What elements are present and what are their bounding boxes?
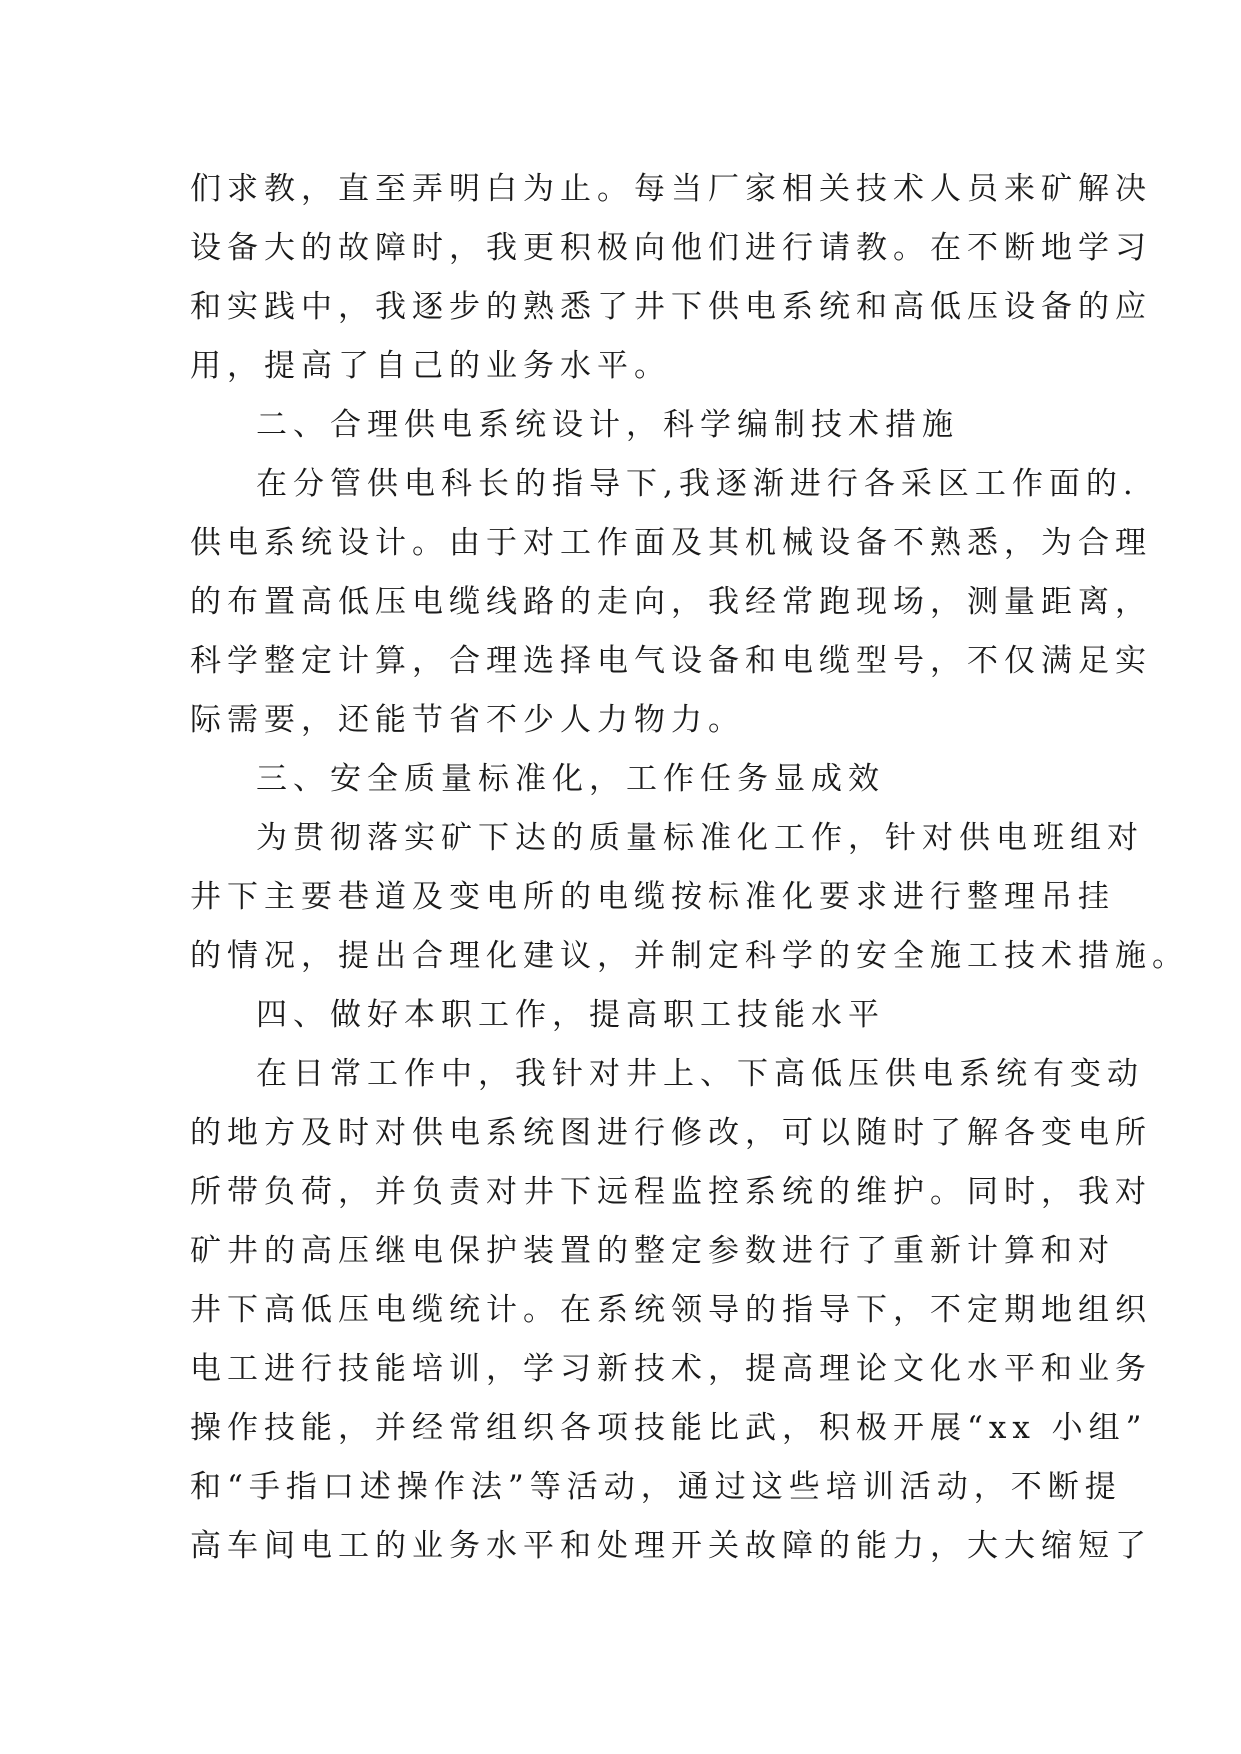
text-line: 际需要，还能节省不少人力物力。 — [190, 702, 745, 738]
text-line: 设备大的故障时，我更积极向他们进行请教。在不断地学习 — [190, 230, 1152, 266]
text-line: 用，提高了自己的业务水平。 — [190, 348, 671, 384]
text-line: 操作技能，并经常组织各项技能比武，积极开展“xx 小组” — [190, 1410, 1148, 1446]
text-line: 的布置高低压电缆线路的走向，我经常跑现场，测量距离， — [190, 584, 1152, 620]
text-line: 科学整定计算，合理选择电气设备和电缆型号，不仅满足实 — [190, 643, 1152, 679]
text-line: 矿井的高压继电保护装置的整定参数进行了重新计算和对 — [190, 1233, 1115, 1269]
text-line: 高车间电工的业务水平和处理开关故障的能力，大大缩短了 — [190, 1528, 1152, 1564]
text-line: 在分管供电科长的指导下,我逐渐进行各采区工作面的. — [256, 466, 1139, 502]
text-line: 在日常工作中，我针对井上、下高低压供电系统有变动 — [256, 1056, 1144, 1092]
text-line: 供电系统设计。由于对工作面及其机械设备不熟悉，为合理 — [190, 525, 1152, 561]
text-line: 的地方及时对供电系统图进行修改，可以随时了解各变电所 — [190, 1115, 1152, 1151]
text-line: 和实践中，我逐步的熟悉了井下供电系统和高低压设备的应 — [190, 289, 1152, 325]
text-line: 所带负荷，并负责对井下远程监控系统的维护。同时，我对 — [190, 1174, 1152, 1210]
text-line: 电工进行技能培训，学习新技术，提高理论文化水平和业务 — [190, 1351, 1152, 1387]
text-line: 井下主要巷道及变电所的电缆按标准化要求进行整理吊挂 — [190, 879, 1115, 915]
text-line: 井下高低压电缆统计。在系统领导的指导下，不定期地组织 — [190, 1292, 1152, 1328]
text-line: 为贯彻落实矿下达的质量标准化工作，针对供电班组对 — [256, 820, 1144, 856]
section-heading: 四、做好本职工作，提高职工技能水平 — [256, 997, 885, 1033]
text-line: 的情况，提出合理化建议，并制定科学的安全施工技术措施。 — [190, 938, 1189, 974]
body-text — [190, 160, 1189, 1576]
section-heading: 三、安全质量标准化，工作任务显成效 — [256, 761, 885, 797]
text-line: 们求教，直至弄明白为止。每当厂家相关技术人员来矿解决 — [190, 171, 1152, 207]
section-heading: 二、合理供电系统设计，科学编制技术措施 — [256, 407, 959, 443]
text-line: 和“手指口述操作法”等活动，通过这些培训活动，不断提 — [190, 1469, 1122, 1505]
